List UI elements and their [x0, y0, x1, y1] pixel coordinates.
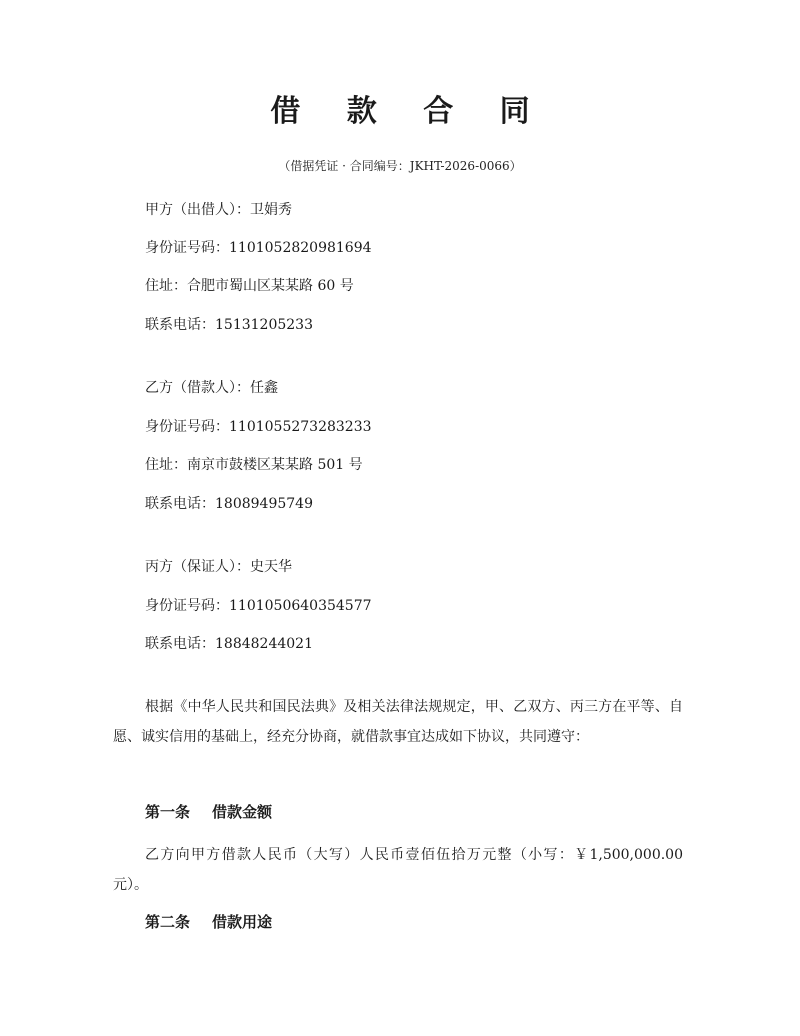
article-1-number: 第一条: [145, 803, 191, 821]
contract-title: 借 款 合 同: [270, 94, 548, 129]
party-b-id: 身份证号码：1101055273283233: [145, 419, 372, 435]
party-a-phone: 联系电话：15131205233: [145, 317, 313, 333]
article-2-title: 借款用途: [212, 913, 273, 931]
article-2-heading: [145, 910, 272, 934]
party-a-name: 甲方（出借人）：卫娟秀: [145, 202, 292, 218]
article-1-body: 乙方向甲方借款人民币（大写）人民币壹佰伍拾万元整（小写：￥1,500,000.00 元）。: [113, 847, 683, 893]
party-b-name: 乙方（借款人）：任鑫: [145, 380, 278, 396]
party-c-id: 身份证号码：1101050640354577: [145, 598, 372, 614]
preamble-paragraph: 根据《中华人民共和国民法典》及相关法律法规规定，甲、乙双方、丙三方在平等、自愿、诚实信用的基础上，经充分协商，就借款事宜达成如下协议，共同遵守：: [113, 699, 683, 745]
article-1-heading: [145, 800, 272, 824]
party-a-id: 身份证号码：1101052820981694: [145, 240, 372, 256]
article-2-number: 第二条: [145, 913, 191, 931]
party-a-address: 住址：合肥市蜀山区某某路 60 号: [145, 278, 354, 294]
party-b-address: 住址：南京市鼓楼区某某路 501 号: [145, 457, 363, 473]
party-c-phone: 联系电话：18848244021: [145, 636, 313, 652]
article-1-title: 借款金额: [212, 803, 273, 821]
party-c-name: 丙方（保证人）：史天华: [145, 559, 292, 575]
contract-subtitle: （借据凭证 · 合同编号：JKHT-2026-0066）: [278, 159, 522, 173]
party-b-phone: 联系电话：18089495749: [145, 496, 313, 512]
